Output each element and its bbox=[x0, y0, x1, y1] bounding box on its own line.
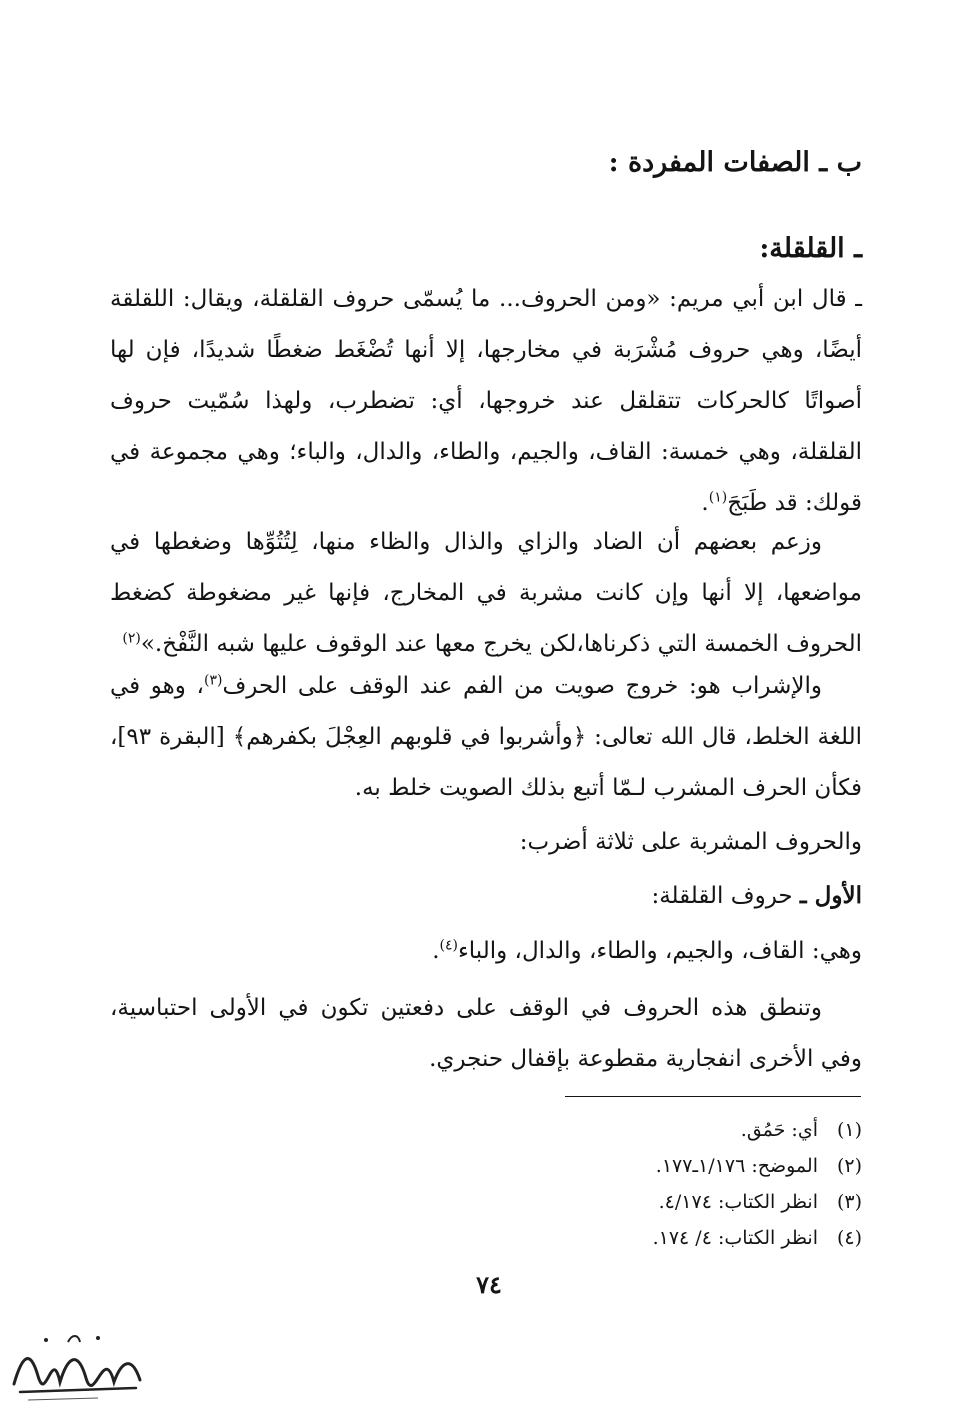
paragraph-2 bbox=[110, 517, 862, 670]
footnote-text: أي: حَمُق. bbox=[740, 1119, 818, 1141]
paragraph-3 bbox=[110, 661, 862, 814]
footnote-ref-3: (٣) bbox=[203, 672, 223, 689]
paragraph-3-text-b: ، وهو في اللغة الخلط، قال الله تعالى: ﴿وأشربوا في قلوبهم العِجْلَ بكفرهم﴾ [البقرة ٩٣]، فكأن الحرف المشرب لـمّا أتبع بذلك الصويت خلط به. bbox=[110, 673, 862, 801]
paragraph-1 bbox=[110, 274, 862, 529]
footnote-divider bbox=[565, 1096, 861, 1097]
paragraph-2-text: وزعم بعضهم أن الضاد والزاي والذال والظاء منها، لِتُتُوِّها وضغطها في مواضعها، إلا أنها وإن كانت مشربة في المخارج، فإنها غير مضغوطة كضغط الحروف الخمسة التي ذكرناها،لكن يخرج معها عند الوقوف عليها شبه النَّفْخ.» bbox=[110, 529, 862, 657]
footnote-text: انظر الكتاب: ٤/ ١٧٤. bbox=[652, 1227, 818, 1249]
footnote-text: انظر الكتاب: ٤/١٧٤. bbox=[658, 1191, 818, 1213]
paragraph-1-text: ـ قال ابن أبي مريم: «ومن الحروف... ما يُسمّى حروف القلقلة، ويقال: اللقلقة أيضًا، وهي حروف مُشْرَبة في مخارجها، إلا أنها تُضْغَط ضغطًا شديدًا، فإن لها أصواتًا كالحركات تتقلقل عند خروجها، أي: تضطرب، ولهذا سُمّيت حروف القلقلة، وهي خمسة: القاف، والجيم، والطاء، والدال، والباء؛ وهي مجموعة في قولك: قد طَبَجَ bbox=[110, 286, 862, 516]
line-first-type bbox=[110, 870, 902, 922]
footnote-text: الموضح: ١/١٧٦ـ١٧٧. bbox=[655, 1155, 818, 1177]
first-type-label: الأول ـ bbox=[799, 882, 862, 909]
section-title: ب ـ الصفات المفردة : bbox=[608, 147, 862, 178]
footnote-2 bbox=[300, 1148, 862, 1184]
page-number: ٧٤ bbox=[476, 1270, 502, 1299]
line-letters bbox=[110, 926, 902, 977]
footnote-ref-1: (١) bbox=[708, 489, 728, 506]
paragraph-3-text-a: والإشراب هو: خروج صويت من الفم عند الوقف على الحرف bbox=[222, 673, 822, 699]
footnote-number: (١) bbox=[836, 1119, 862, 1141]
footnote-3 bbox=[300, 1184, 862, 1220]
footnotes bbox=[300, 1112, 862, 1256]
calligraphy-logo bbox=[8, 1326, 148, 1406]
footnote-ref-2: (٢) bbox=[122, 630, 141, 647]
footnote-number: (٤) bbox=[836, 1227, 862, 1249]
paragraph-1-tail: . bbox=[701, 490, 709, 516]
letters-text: وهي: القاف، والجيم، والطاء، والدال، والباء bbox=[457, 938, 862, 964]
subheading-qalqala: ـ القلقلة: bbox=[759, 233, 862, 264]
footnote-4 bbox=[300, 1220, 862, 1256]
footnote-ref-4: (٤) bbox=[439, 937, 458, 954]
footnote-number: (٢) bbox=[836, 1155, 862, 1177]
letters-tail: . bbox=[432, 938, 440, 964]
paragraph-7: وتنطق هذه الحروف في الوقف على دفعتين تكون في الأولى احتباسية، وفي الأخرى انفجارية مقطوعة بإقفال حنجري. bbox=[110, 995, 862, 1072]
footnote-number: (٣) bbox=[836, 1191, 862, 1213]
first-type-rest: حروف القلقلة: bbox=[651, 883, 800, 909]
line-categories: والحروف المشربة على ثلاثة أضرب: bbox=[519, 829, 862, 855]
footnote-1 bbox=[300, 1112, 862, 1148]
